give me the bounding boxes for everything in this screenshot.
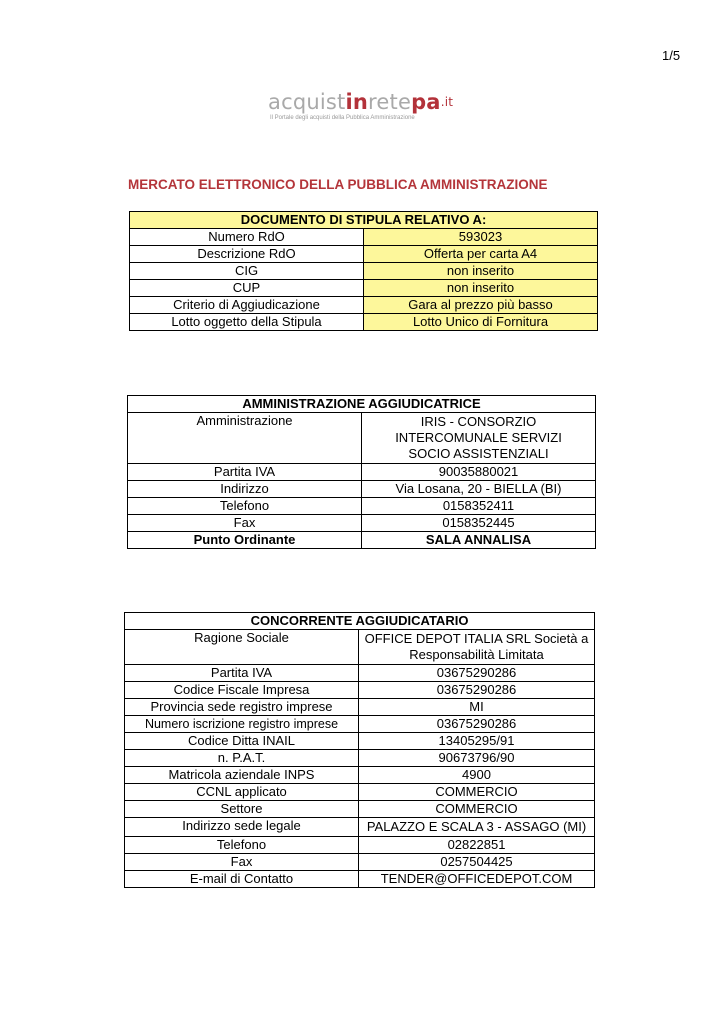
row-value: SALA ANNALISA: [362, 532, 596, 549]
row-label: Lotto oggetto della Stipula: [130, 314, 364, 331]
row-label: Partita IVA: [125, 665, 359, 682]
row-label: Telefono: [125, 837, 359, 854]
row-value: 90673796/90: [359, 750, 595, 767]
row-value: 03675290286: [359, 716, 595, 733]
row-value: 03675290286: [359, 682, 595, 699]
row-label: Numero RdO: [130, 229, 364, 246]
row-value: IRIS - CONSORZIO INTERCOMUNALE SERVIZI SOCIO ASSISTENZIALI: [362, 413, 596, 464]
row-label: Codice Fiscale Impresa: [125, 682, 359, 699]
table-row: [130, 297, 598, 314]
stipula-header: DOCUMENTO DI STIPULA RELATIVO A:: [130, 212, 598, 229]
row-value: OFFICE DEPOT ITALIA SRL Società a Responsabilità Limitata: [359, 630, 595, 665]
row-label: E-mail di Contatto: [125, 871, 359, 888]
logo-wordmark: [268, 90, 468, 114]
table-row: [125, 854, 595, 871]
row-value: 0257504425: [359, 854, 595, 871]
table-row: [125, 630, 595, 665]
table-row: [125, 837, 595, 854]
table-row: [125, 801, 595, 818]
logo-part-pa: pa: [411, 90, 441, 114]
page-title: MERCATO ELETTRONICO DELLA PUBBLICA AMMINISTRAZIONE: [128, 177, 548, 192]
logo-part-in: in: [345, 90, 369, 114]
concorrente-header: CONCORRENTE AGGIUDICATARIO: [125, 613, 595, 630]
row-value: MI: [359, 699, 595, 716]
row-value: Offerta per carta A4: [364, 246, 598, 263]
logo-part-acquist: acquist: [268, 90, 346, 114]
table-row: [130, 263, 598, 280]
row-value: TENDER@OFFICEDEPOT.COM: [359, 871, 595, 888]
row-label: CUP: [130, 280, 364, 297]
table-row: [125, 871, 595, 888]
row-label: Descrizione RdO: [130, 246, 364, 263]
table-row: [125, 682, 595, 699]
table-row: [125, 818, 595, 837]
amministrazione-header: AMMINISTRAZIONE AGGIUDICATRICE: [128, 396, 596, 413]
logo-part-rete: rete: [368, 90, 412, 114]
stipula-table: [129, 211, 598, 331]
row-value: 03675290286: [359, 665, 595, 682]
table-row: [125, 784, 595, 801]
table-row: [128, 532, 596, 549]
table-row: [125, 767, 595, 784]
row-value: 0158352445: [362, 515, 596, 532]
row-value: 13405295/91: [359, 733, 595, 750]
table-row: [130, 314, 598, 331]
row-value: Gara al prezzo più basso: [364, 297, 598, 314]
row-label: Ragione Sociale: [125, 630, 359, 665]
row-value: PALAZZO E SCALA 3 - ASSAGO (MI): [359, 818, 595, 837]
row-label: Partita IVA: [128, 464, 362, 481]
table-row: [128, 464, 596, 481]
row-label: CIG: [130, 263, 364, 280]
table-row: [125, 716, 595, 733]
row-value: 593023: [364, 229, 598, 246]
table-row: [130, 280, 598, 297]
table-row: [130, 229, 598, 246]
logo-part-it: .it: [440, 95, 454, 109]
row-label: Punto Ordinante: [128, 532, 362, 549]
table-row: [128, 498, 596, 515]
amministrazione-table: [127, 395, 596, 549]
logo-tagline: Il Portale degli acquisti della Pubblica Amministrazione: [270, 115, 415, 121]
row-label: Settore: [125, 801, 359, 818]
row-label: Numero iscrizione registro imprese: [125, 716, 359, 733]
table-row: [130, 246, 598, 263]
table-row: [128, 481, 596, 498]
row-value: COMMERCIO: [359, 801, 595, 818]
row-label: Fax: [125, 854, 359, 871]
table-row: [125, 699, 595, 716]
row-label: CCNL applicato: [125, 784, 359, 801]
row-label: n. P.A.T.: [125, 750, 359, 767]
row-label: Indirizzo: [128, 481, 362, 498]
page-number: 1/5: [662, 48, 681, 63]
row-value: 0158352411: [362, 498, 596, 515]
row-label: Fax: [128, 515, 362, 532]
row-value: 4900: [359, 767, 595, 784]
row-label: Provincia sede registro imprese: [125, 699, 359, 716]
concorrente-table: [124, 612, 595, 888]
row-label: Indirizzo sede legale: [125, 818, 359, 837]
table-row: [125, 750, 595, 767]
row-value: COMMERCIO: [359, 784, 595, 801]
table-row: [128, 515, 596, 532]
row-label: Codice Ditta INAIL: [125, 733, 359, 750]
row-label: Telefono: [128, 498, 362, 515]
row-label: Criterio di Aggiudicazione: [130, 297, 364, 314]
row-value: Via Losana, 20 - BIELLA (BI): [362, 481, 596, 498]
table-row: [128, 413, 596, 464]
row-value: non inserito: [364, 263, 598, 280]
row-label: Amministrazione: [128, 413, 362, 464]
row-value: 02822851: [359, 837, 595, 854]
row-label: Matricola aziendale INPS: [125, 767, 359, 784]
row-value: Lotto Unico di Fornitura: [364, 314, 598, 331]
portal-logo: [268, 90, 468, 121]
row-value: 90035880021: [362, 464, 596, 481]
table-row: [125, 733, 595, 750]
row-value: non inserito: [364, 280, 598, 297]
table-row: [125, 665, 595, 682]
